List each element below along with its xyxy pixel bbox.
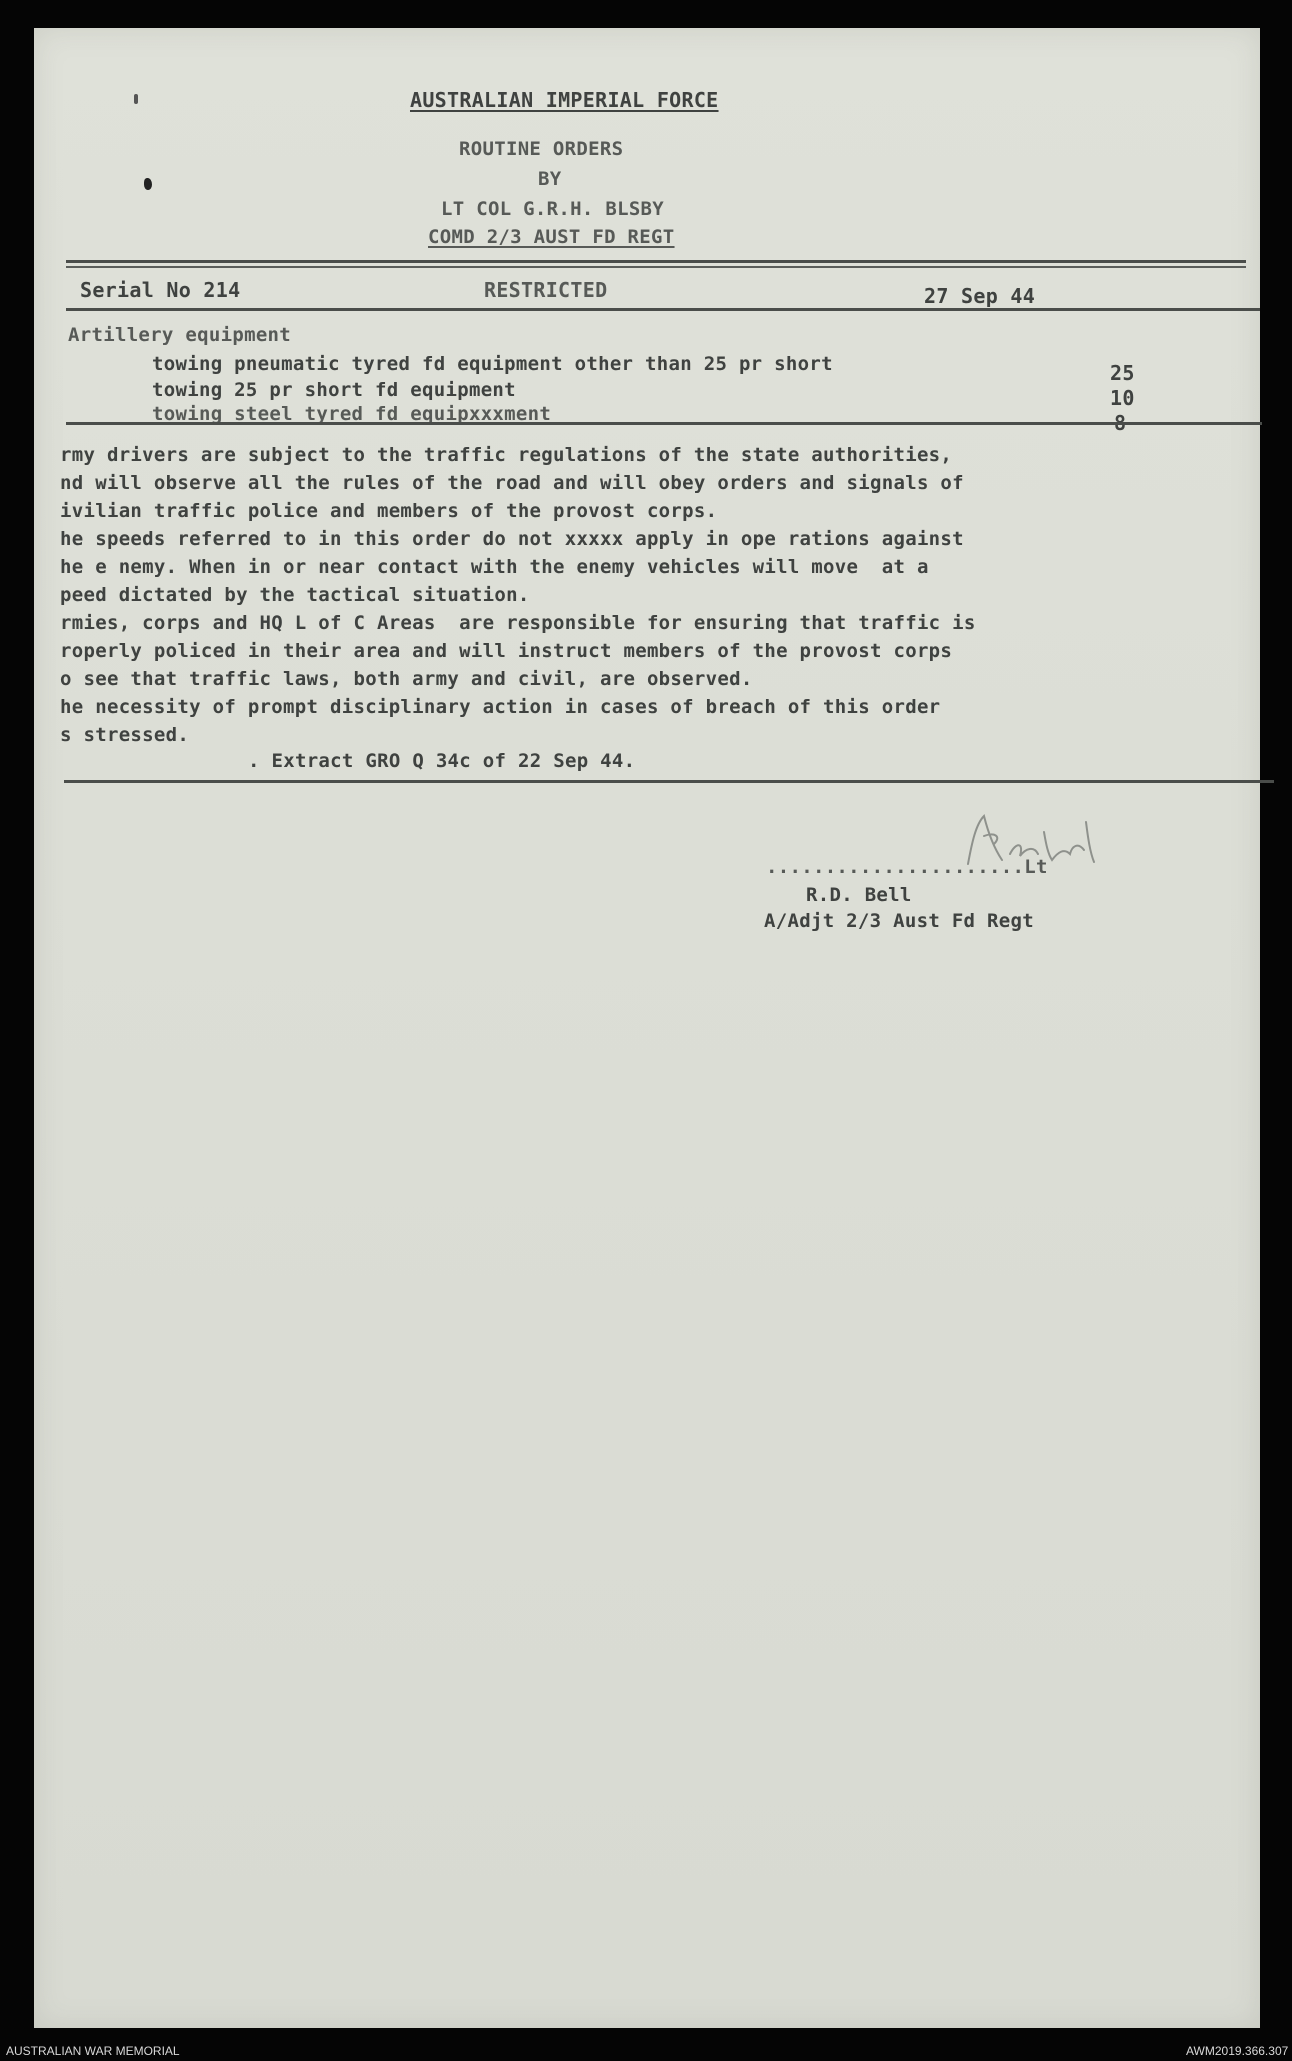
top-rule-1 <box>66 260 1246 263</box>
body-line: rmies, corps and HQ L of C Areas are responsible for ensuring that traffic is <box>60 612 976 634</box>
artillery-row-value: 10 <box>1110 386 1135 410</box>
body-line: rmy drivers are subject to the traffic regulations of the state authorities, <box>60 444 953 466</box>
body-line: nd will observe all the rules of the road and will obey orders and signals of <box>60 472 964 494</box>
extract-reference: . Extract GRO Q 34c of 22 Sep 44. <box>248 750 636 772</box>
header-title: AUSTRALIAN IMPERIAL FORCE <box>410 88 719 112</box>
artillery-row-value: 25 <box>1110 361 1135 385</box>
bottom-rule <box>64 780 1274 783</box>
body-line: he speeds referred to in this order do not xxxxx apply in ope rations against <box>60 528 964 550</box>
top-rule-2 <box>66 266 1246 268</box>
header-by: BY <box>538 168 562 190</box>
body-line: s stressed. <box>60 724 190 746</box>
header-command: COMD 2/3 AUST FD REGT <box>428 226 675 248</box>
signatory-name: R.D. Bell <box>806 884 912 906</box>
body-line: he necessity of prompt disciplinary action in cases of breach of this order <box>60 696 941 718</box>
ink-mark <box>144 178 152 190</box>
document-page <box>34 28 1260 2028</box>
signatory-title: A/Adjt 2/3 Aust Fd Regt <box>764 910 1034 932</box>
artillery-row-label: towing 25 pr short fd equipment <box>152 379 516 401</box>
artillery-row-label: towing pneumatic tyred fd equipment other than 25 pr short <box>152 353 833 375</box>
artillery-row-label: towing steel tyred fd equipxxxment <box>152 403 552 425</box>
serial-number: Serial No 214 <box>80 278 241 302</box>
body-line: peed dictated by the tactical situation. <box>60 584 530 606</box>
body-line: ivilian traffic police and members of the provost corps. <box>60 500 718 522</box>
footer-archive: AUSTRALIAN WAR MEMORIAL <box>6 2044 180 2058</box>
pencil-mark <box>134 94 138 104</box>
artillery-row-value: 8 <box>1114 411 1127 435</box>
header-commander: LT COL G.R.H. BLSBY <box>441 198 665 220</box>
order-date: 27 Sep 44 <box>924 284 1036 308</box>
body-line: he e nemy. When in or near contact with the enemy vehicles will move at a <box>60 556 929 578</box>
body-line: roperly policed in their area and will instruct members of the provost corps <box>60 640 953 662</box>
artillery-rule <box>66 422 1262 425</box>
signature-dots: ......................Lt <box>766 856 1048 878</box>
artillery-heading: Artillery equipment <box>68 324 292 346</box>
footer-id: AWM2019.366.307 <box>1186 2044 1289 2058</box>
header-routine-orders: ROUTINE ORDERS <box>459 138 624 160</box>
meta-rule <box>66 308 1260 311</box>
classification: RESTRICTED <box>484 278 608 302</box>
body-line: o see that traffic laws, both army and civil, are observed. <box>60 668 753 690</box>
